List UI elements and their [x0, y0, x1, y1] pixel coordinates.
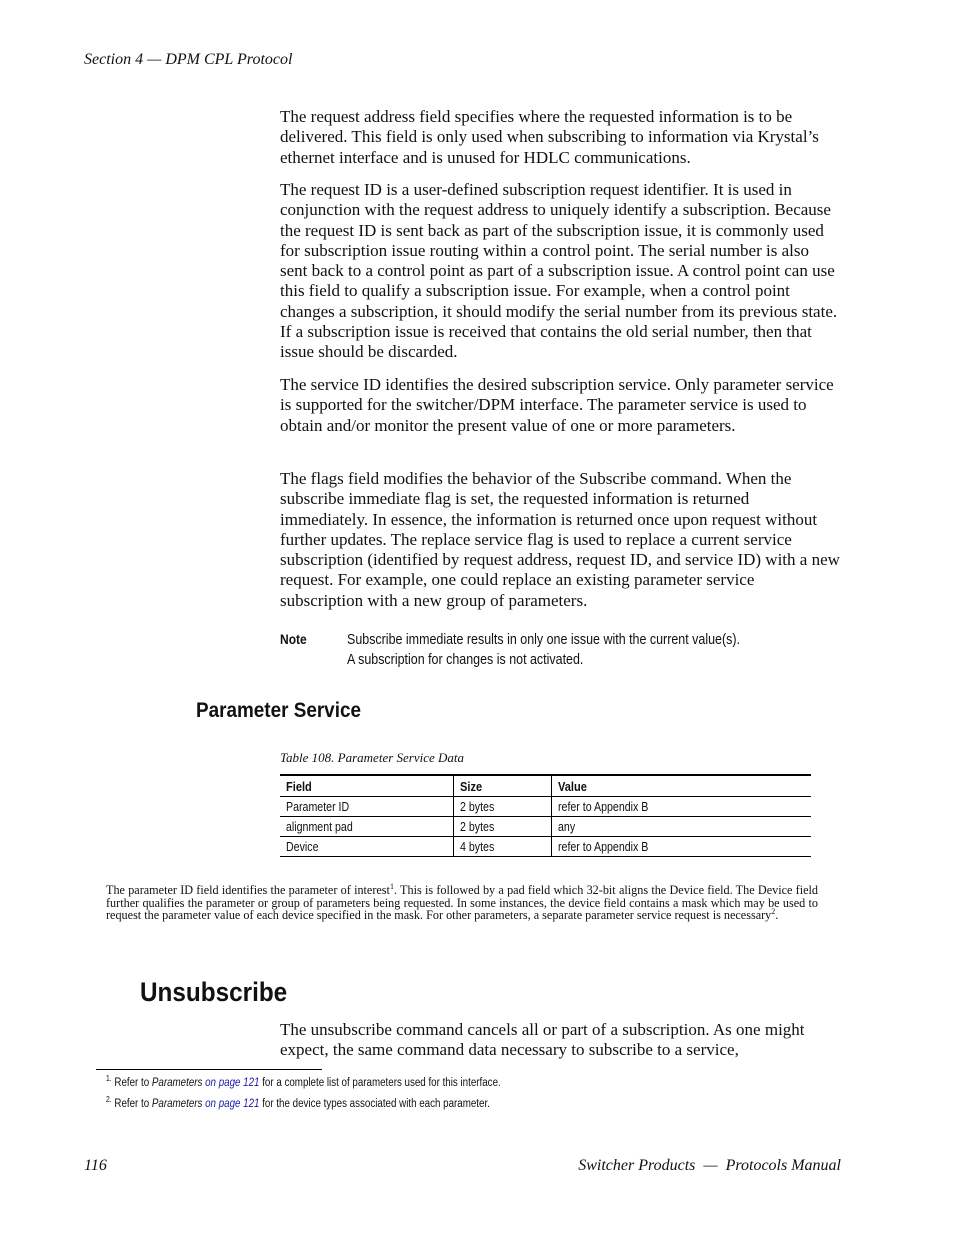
footnote-text: for a complete list of parameters used for this interface. [259, 1077, 501, 1089]
table-row [280, 817, 811, 837]
unsubscribe-paragraph: The unsubscribe command cancels all or part of a subscription. As one might expect, the same command data necessary to subscribe to a service, [280, 1020, 805, 1060]
table-cell: alignment pad [280, 817, 454, 837]
table-row [280, 797, 811, 817]
footnote-number: 2. [106, 1095, 112, 1105]
parameter-service-heading: Parameter Service [196, 699, 361, 722]
note-line-2: A subscription for changes is not activated. [347, 651, 584, 668]
footnote-reference: Parameters [151, 1098, 203, 1110]
table-caption: Table 108. Parameter Service Data [280, 750, 465, 765]
footnote-ref-1[interactable]: 1 [389, 881, 394, 891]
footnote-2 [106, 1095, 490, 1110]
note-label: Note [280, 631, 307, 647]
table-cell: 4 bytes [454, 837, 552, 857]
paragraph-text: The request ID is a user-defined subscription request identifier. It is used in conjunction with the request address to uniquely identify a subscription. Because the request ID is sent back as part of the subscription issue, it is commonly used for subscription issue routing within a control point. The serial number is also sent back to a control point as part of a subscription issue. A control point can use this field to qualify a subscription issue. For example, when a control point changes a subscription, it should modify the serial number from its previous state. If a subscription issue is received that contains the old serial number, then that issue should be discarded. [280, 180, 838, 362]
paragraph-text: The request address field specifies where the requested information is to be delivered. This field is only used when subscribing to information via Krystal’s ethernet interface and is unused for HDLC communications. [280, 107, 819, 167]
note-text [347, 631, 794, 670]
table-cell: Device [280, 837, 454, 857]
note-line-1: Subscribe immediate results in only one issue with the current value(s). [347, 632, 740, 648]
running-footer: Switcher Products — Protocols Manual [578, 1157, 841, 1174]
paragraph-text: The service ID identifies the desired subscription service. Only parameter service is supported for the switcher/DPM interface. The parameter service is used to obtain and/or monitor the present value of one or more parameters. [280, 375, 834, 435]
table-cell: refer to Appendix B [552, 797, 812, 817]
paragraph-text: . This is followed by a pad field which 32-bit aligns the Device field. The Device field further qualifies the parameter or group of parameters being requested. In some instances, the device field contains a mask which may be used to request the parameter value of each device specified in the mask. For other parameters, a separate parameter service request is necessary [106, 883, 818, 922]
parameter-id-paragraph [106, 881, 818, 922]
footnote-1 [106, 1074, 501, 1089]
table-row [280, 837, 811, 857]
footnote-ref-2[interactable]: 2 [771, 906, 776, 916]
body-paragraph-flags [280, 469, 840, 611]
body-paragraph-service-id [280, 375, 840, 436]
column-header-value: Value [552, 775, 812, 797]
table-header-row [280, 775, 811, 797]
footnote-text: for the device types associated with each parameter. [259, 1098, 490, 1110]
table-cell: any [552, 817, 812, 837]
table-cell: 2 bytes [454, 797, 552, 817]
paragraph-text: The parameter ID field identifies the parameter of interest [106, 883, 390, 897]
footnote-page-link[interactable]: on page 121 [202, 1077, 260, 1089]
paragraph-text: The flags field modifies the behavior of the Subscribe command. When the subscribe immediate flag is set, the requested information is returned immediately. In essence, the information is returned once upon request without further updates. The replace service flag is used to replace a current service subscription (identified by request address, request ID, and service ID) with a new request. For example, one could replace an existing parameter service subscription with a new group of parameters. [280, 469, 840, 610]
footnote-divider [96, 1069, 322, 1070]
parameter-service-table [280, 774, 811, 857]
column-header-size: Size [454, 775, 552, 797]
footnote-text: Refer to [114, 1098, 152, 1110]
table-cell: Parameter ID [280, 797, 454, 817]
footnote-number: 1. [106, 1074, 112, 1084]
body-paragraph-request-id [280, 180, 840, 363]
running-header: Section 4 — DPM CPL Protocol [84, 51, 293, 68]
body-paragraph-request-address [280, 107, 840, 168]
unsubscribe-heading: Unsubscribe [140, 977, 288, 1007]
column-header-field: Field [280, 775, 454, 797]
paragraph-text: . [775, 908, 779, 922]
footnote-reference: Parameters [151, 1077, 203, 1089]
footnote-text: Refer to [114, 1077, 152, 1089]
table-cell: refer to Appendix B [552, 837, 812, 857]
page-number: 116 [84, 1157, 107, 1174]
table-cell: 2 bytes [454, 817, 552, 837]
footnote-page-link[interactable]: on page 121 [202, 1098, 260, 1110]
